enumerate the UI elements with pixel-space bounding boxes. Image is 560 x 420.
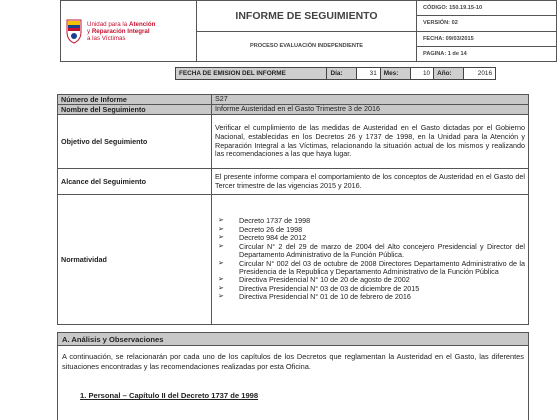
logo-line-3: a las Víctimas xyxy=(87,34,126,42)
document-header xyxy=(60,0,557,62)
normatividad-item-text: Decreto 984 de 2012 xyxy=(239,233,307,243)
numero-informe-label: Número de Informe xyxy=(58,95,212,105)
section-a-heading: A. Análisis y Observaciones xyxy=(57,332,529,346)
nombre-seguimiento-label: Nombre del Seguimiento xyxy=(58,105,212,115)
fecha-emision-label: FECHA DE EMISION DEL INFORME xyxy=(176,68,327,80)
anio-label: Año: xyxy=(434,68,464,80)
codigo-label: CÓDIGO: 150.19.15-10 xyxy=(417,1,557,16)
normatividad-list-cell xyxy=(212,195,529,325)
section-a-item-personal: 1. Personal – Capítulo II del Decreto 1737 de 1998 xyxy=(80,391,259,401)
mes-label: Mes: xyxy=(380,68,410,80)
normatividad-label: Normatividad xyxy=(58,195,212,325)
normatividad-item xyxy=(215,243,525,260)
normatividad-item-text: Circular N° 2 del 29 de marzo de 2004 del Alto concejero Presidencial y Director del Departamento Administrativo de la Función Pública. xyxy=(239,241,525,260)
arrow-bullet-icon: ➢ xyxy=(218,276,224,284)
numero-informe-value: S27 xyxy=(212,95,529,105)
section-a-paragraph: A continuación, se relacionarán por cada uno de los capítulos de los Decretos que reglamentan la Austeridad en el Gasto, las diferentes situaciones encontradas y las recomendaciones realizadas por esta Oficina. xyxy=(62,352,524,371)
arrow-bullet-icon: ➢ xyxy=(218,225,224,233)
mes-value: 10 xyxy=(410,68,433,80)
dia-label: Día: xyxy=(327,68,357,80)
logo-cell xyxy=(61,1,197,62)
section-analisis xyxy=(57,332,529,420)
normatividad-item xyxy=(215,260,525,277)
arrow-bullet-icon: ➢ xyxy=(218,284,224,292)
logo-line-2: y xyxy=(87,27,91,35)
document-title: INFORME DE SEGUIMIENTO xyxy=(197,1,417,32)
normatividad-item-text: Decreto 1737 de 1998 xyxy=(239,216,311,226)
arrow-bullet-icon: ➢ xyxy=(218,234,224,242)
colombia-shield-icon xyxy=(65,18,83,44)
normatividad-item-text: Directiva Presidencial N° 10 de 20 de agosto de 2002 xyxy=(239,275,410,285)
logo-line-2-bold: Reparación Integral xyxy=(91,27,150,35)
unidad-victimas-logo xyxy=(65,18,192,44)
version-label: VERSIÓN: 02 xyxy=(417,16,557,31)
normatividad-item-text: Decreto 26 de 1998 xyxy=(239,224,303,234)
normatividad-item-text: Directiva Presidencial N° 01 de 10 de febrero de 2016 xyxy=(239,292,411,302)
fecha-label: FECHA: 09/03/2015 xyxy=(417,31,557,46)
normatividad-item xyxy=(215,293,525,301)
objetivo-value: Verificar el cumplimiento de las medidas de Austeridad en el Gasto dictadas por el Gobierno Nacional, establecidas en los Decretos 26 y 1737 de 1998, en la Unidad para la Atención y Reparación Integral a las Víctimas, relacionando la situación actual de los mismos y realizando las recomendaciones a las que haya lugar. xyxy=(212,115,529,169)
logo-line-1: Unidad para la xyxy=(87,20,128,28)
arrow-bullet-icon: ➢ xyxy=(218,293,224,301)
alcance-value: El presente informe compara el comportamiento de los conceptos de Austeridad en el Gasto del Tercer trimestre de las vigencias 2015 y 2016. xyxy=(212,169,529,195)
logo-line-1-bold: Atención xyxy=(128,20,156,28)
fecha-emision-row xyxy=(175,67,496,80)
seguimiento-info-table xyxy=(57,94,529,325)
anio-value: 2016 xyxy=(463,68,495,80)
normatividad-item-text: Circular N° 002 del 03 de octubre de 2008 Directores Departamento Administrativo de la Presidencia de la Republica y Departamento Administrativo de la Función Pública xyxy=(239,258,525,276)
process-subtitle: PROCESO EVALUACIÓN INDEPENDIENTE xyxy=(197,31,417,62)
dia-value: 31 xyxy=(357,68,380,80)
section-a-body xyxy=(57,346,529,420)
normatividad-item-text: Directiva Presidencial N° 03 de 03 de diciembre de 2015 xyxy=(239,283,420,293)
arrow-bullet-icon: ➢ xyxy=(218,217,224,225)
objetivo-label: Objetivo del Seguimiento xyxy=(58,115,212,169)
logo-wordmark xyxy=(87,21,155,42)
alcance-label: Alcance del Seguimiento xyxy=(58,169,212,195)
arrow-bullet-icon: ➢ xyxy=(218,242,224,250)
normatividad-list xyxy=(215,217,525,301)
pagina-label: PAGINA: 1 de 14 xyxy=(417,46,557,61)
nombre-seguimiento-value: Informe Austeridad en el Gasto Trimestre 3 de 2016 xyxy=(212,105,529,115)
arrow-bullet-icon: ➢ xyxy=(218,259,224,267)
